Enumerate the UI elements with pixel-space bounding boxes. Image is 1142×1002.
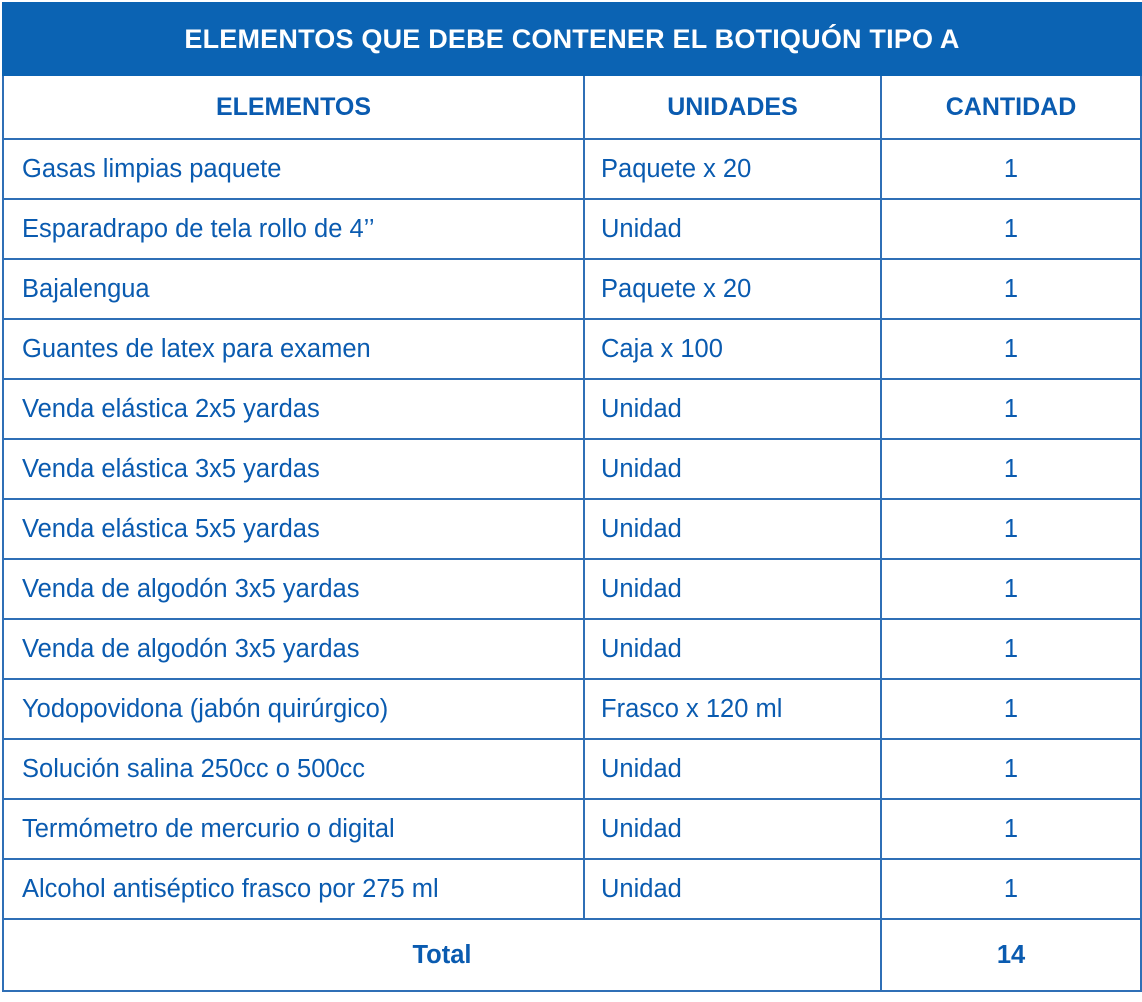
cell-unidad: Unidad [584,499,881,559]
table-row [3,799,1141,859]
total-value: 14 [881,919,1141,991]
cell-elemento: Venda de algodón 3x5 yardas [3,559,584,619]
table-row [3,139,1141,199]
table-row [3,439,1141,499]
cell-unidad: Caja x 100 [584,319,881,379]
table-row [3,679,1141,739]
cell-cantidad: 1 [881,619,1141,679]
cell-cantidad: 1 [881,499,1141,559]
botiquin-table [2,2,1142,992]
cell-elemento: Termómetro de mercurio o digital [3,799,584,859]
cell-cantidad: 1 [881,859,1141,919]
cell-cantidad: 1 [881,559,1141,619]
cell-cantidad: 1 [881,739,1141,799]
cell-cantidad: 1 [881,379,1141,439]
total-row [3,919,1141,991]
table-body [3,139,1141,919]
cell-unidad: Unidad [584,859,881,919]
cell-cantidad: 1 [881,679,1141,739]
cell-unidad: Unidad [584,619,881,679]
cell-elemento: Esparadrapo de tela rollo de 4’’ [3,199,584,259]
table-row [3,319,1141,379]
cell-elemento: Bajalengua [3,259,584,319]
header-row [3,75,1141,139]
cell-cantidad: 1 [881,199,1141,259]
total-label: Total [3,919,881,991]
table-row [3,199,1141,259]
table-row [3,379,1141,439]
cell-unidad: Unidad [584,379,881,439]
header-cantidad: CANTIDAD [881,75,1141,139]
table-row [3,619,1141,679]
table-title: ELEMENTOS QUE DEBE CONTENER EL BOTIQUÓN TIPO A [3,3,1141,75]
cell-unidad: Frasco x 120 ml [584,679,881,739]
cell-unidad: Unidad [584,439,881,499]
header-unidades: UNIDADES [584,75,881,139]
cell-elemento: Gasas limpias paquete [3,139,584,199]
table-row [3,739,1141,799]
cell-cantidad: 1 [881,439,1141,499]
cell-elemento: Guantes de latex para examen [3,319,584,379]
header-elementos: ELEMENTOS [3,75,584,139]
table-row [3,559,1141,619]
cell-elemento: Yodopovidona (jabón quirúrgico) [3,679,584,739]
cell-elemento: Venda elástica 3x5 yardas [3,439,584,499]
cell-unidad: Unidad [584,739,881,799]
cell-unidad: Unidad [584,199,881,259]
table-row [3,499,1141,559]
botiquin-table-container [2,2,1140,1000]
cell-unidad: Paquete x 20 [584,259,881,319]
table-row [3,259,1141,319]
cell-unidad: Paquete x 20 [584,139,881,199]
cell-elemento: Alcohol antiséptico frasco por 275 ml [3,859,584,919]
title-row [3,3,1141,75]
cell-elemento: Venda de algodón 3x5 yardas [3,619,584,679]
cell-cantidad: 1 [881,139,1141,199]
cell-cantidad: 1 [881,259,1141,319]
table-row [3,859,1141,919]
cell-cantidad: 1 [881,319,1141,379]
cell-elemento: Venda elástica 5x5 yardas [3,499,584,559]
cell-elemento: Venda elástica 2x5 yardas [3,379,584,439]
cell-elemento: Solución salina 250cc o 500cc [3,739,584,799]
cell-unidad: Unidad [584,559,881,619]
cell-unidad: Unidad [584,799,881,859]
cell-cantidad: 1 [881,799,1141,859]
